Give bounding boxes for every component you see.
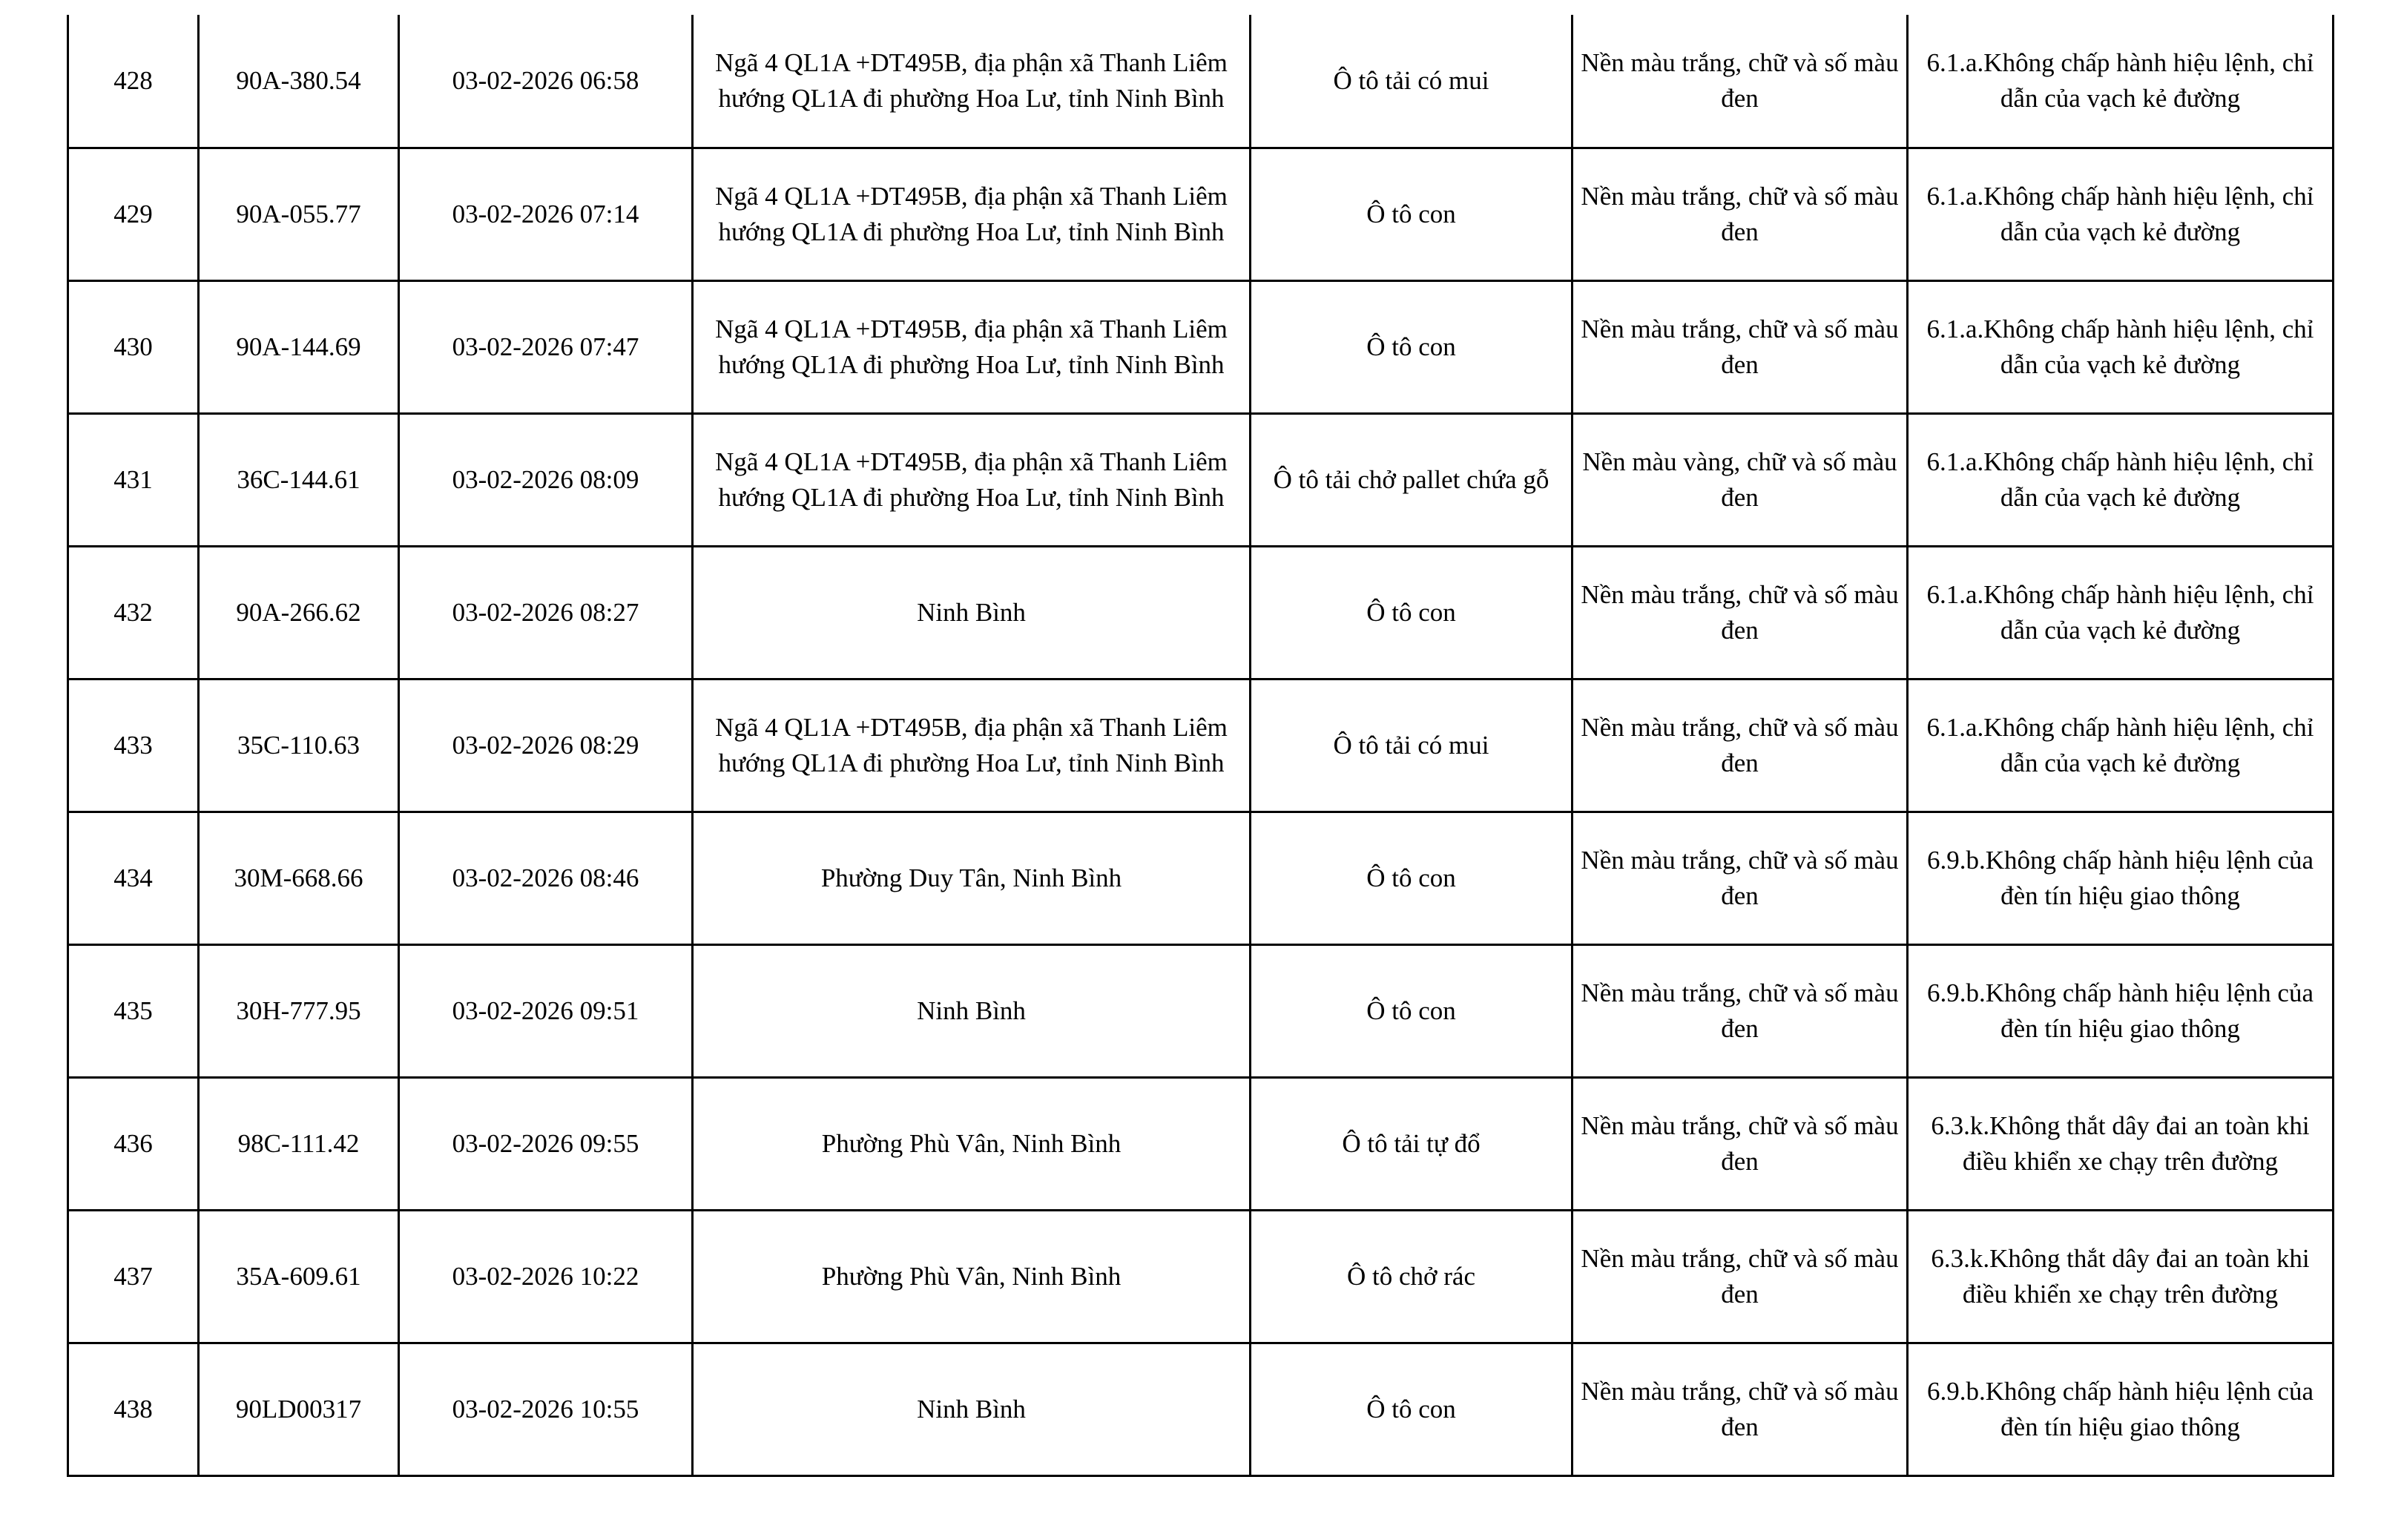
table-row xyxy=(68,546,2334,679)
violation-location: Ninh Bình xyxy=(693,944,1251,1077)
plate-color: Nền màu trắng, chữ và số màu đen xyxy=(1572,679,1908,812)
violation-time: 03-02-2026 06:58 xyxy=(399,15,693,148)
plate-color: Nền màu trắng, chữ và số màu đen xyxy=(1572,148,1908,280)
violation-time: 03-02-2026 08:46 xyxy=(399,812,693,944)
violation-location: Ngã 4 QL1A +DT495B, địa phận xã Thanh Liêm hướng QL1A đi phường Hoa Lư, tỉnh Ninh Bình xyxy=(693,413,1251,546)
row-number: 432 xyxy=(68,546,199,679)
violation-time: 03-02-2026 08:09 xyxy=(399,413,693,546)
table-row xyxy=(68,413,2334,546)
violation-description: 6.9.b.Không chấp hành hiệu lệnh của đèn tín hiệu giao thông xyxy=(1908,944,2334,1077)
plate-color: Nền màu trắng, chữ và số màu đen xyxy=(1572,1210,1908,1343)
vehicle-type: Ô tô con xyxy=(1251,546,1572,679)
violation-description: 6.1.a.Không chấp hành hiệu lệnh, chỉ dẫn của vạch kẻ đường xyxy=(1908,15,2334,148)
violation-description: 6.1.a.Không chấp hành hiệu lệnh, chỉ dẫn của vạch kẻ đường xyxy=(1908,679,2334,812)
violation-location: Phường Phù Vân, Ninh Bình xyxy=(693,1077,1251,1210)
row-number: 428 xyxy=(68,15,199,148)
violation-description: 6.1.a.Không chấp hành hiệu lệnh, chỉ dẫn của vạch kẻ đường xyxy=(1908,413,2334,546)
vehicle-type: Ô tô tải có mui xyxy=(1251,679,1572,812)
violation-time: 03-02-2026 07:47 xyxy=(399,280,693,413)
license-plate: 98C-111.42 xyxy=(199,1077,399,1210)
violation-time: 03-02-2026 07:14 xyxy=(399,148,693,280)
plate-color: Nền màu trắng, chữ và số màu đen xyxy=(1572,280,1908,413)
table-body xyxy=(68,15,2334,1475)
license-plate: 90A-144.69 xyxy=(199,280,399,413)
license-plate: 90LD00317 xyxy=(199,1343,399,1475)
vehicle-type: Ô tô tải chở pallet chứa gỗ xyxy=(1251,413,1572,546)
row-number: 433 xyxy=(68,679,199,812)
violation-time: 03-02-2026 08:27 xyxy=(399,546,693,679)
plate-color: Nền màu trắng, chữ và số màu đen xyxy=(1572,546,1908,679)
plate-color: Nền màu trắng, chữ và số màu đen xyxy=(1572,812,1908,944)
violation-location: Ngã 4 QL1A +DT495B, địa phận xã Thanh Liêm hướng QL1A đi phường Hoa Lư, tỉnh Ninh Bình xyxy=(693,679,1251,812)
table-row xyxy=(68,148,2334,280)
violation-description: 6.3.k.Không thắt dây đai an toàn khi điều khiển xe chạy trên đường xyxy=(1908,1210,2334,1343)
violation-location: Ngã 4 QL1A +DT495B, địa phận xã Thanh Liêm hướng QL1A đi phường Hoa Lư, tỉnh Ninh Bình xyxy=(693,15,1251,148)
table-row xyxy=(68,679,2334,812)
violation-location: Ngã 4 QL1A +DT495B, địa phận xã Thanh Liêm hướng QL1A đi phường Hoa Lư, tỉnh Ninh Bình xyxy=(693,148,1251,280)
table-row xyxy=(68,944,2334,1077)
violation-location: Phường Duy Tân, Ninh Bình xyxy=(693,812,1251,944)
row-number: 431 xyxy=(68,413,199,546)
plate-color: Nền màu trắng, chữ và số màu đen xyxy=(1572,1077,1908,1210)
license-plate: 36C-144.61 xyxy=(199,413,399,546)
license-plate: 35C-110.63 xyxy=(199,679,399,812)
license-plate: 90A-266.62 xyxy=(199,546,399,679)
violation-time: 03-02-2026 10:22 xyxy=(399,1210,693,1343)
violation-description: 6.1.a.Không chấp hành hiệu lệnh, chỉ dẫn của vạch kẻ đường xyxy=(1908,546,2334,679)
row-number: 429 xyxy=(68,148,199,280)
violation-description: 6.1.a.Không chấp hành hiệu lệnh, chỉ dẫn của vạch kẻ đường xyxy=(1908,280,2334,413)
license-plate: 90A-380.54 xyxy=(199,15,399,148)
table-row xyxy=(68,1343,2334,1475)
vehicle-type: Ô tô tải có mui xyxy=(1251,15,1572,148)
vehicle-type: Ô tô con xyxy=(1251,280,1572,413)
table-row xyxy=(68,1210,2334,1343)
vehicle-type: Ô tô con xyxy=(1251,944,1572,1077)
violation-time: 03-02-2026 08:29 xyxy=(399,679,693,812)
violation-location: Ngã 4 QL1A +DT495B, địa phận xã Thanh Liêm hướng QL1A đi phường Hoa Lư, tỉnh Ninh Bình xyxy=(693,280,1251,413)
row-number: 435 xyxy=(68,944,199,1077)
violation-description: 6.9.b.Không chấp hành hiệu lệnh của đèn tín hiệu giao thông xyxy=(1908,1343,2334,1475)
plate-color: Nền màu trắng, chữ và số màu đen xyxy=(1572,944,1908,1077)
row-number: 436 xyxy=(68,1077,199,1210)
violation-description: 6.3.k.Không thắt dây đai an toàn khi điều khiển xe chạy trên đường xyxy=(1908,1077,2334,1210)
violation-time: 03-02-2026 09:55 xyxy=(399,1077,693,1210)
license-plate: 35A-609.61 xyxy=(199,1210,399,1343)
plate-color: Nền màu trắng, chữ và số màu đen xyxy=(1572,1343,1908,1475)
vehicle-type: Ô tô tải tự đổ xyxy=(1251,1077,1572,1210)
row-number: 434 xyxy=(68,812,199,944)
violation-time: 03-02-2026 10:55 xyxy=(399,1343,693,1475)
row-number: 437 xyxy=(68,1210,199,1343)
license-plate: 90A-055.77 xyxy=(199,148,399,280)
table-row xyxy=(68,15,2334,148)
license-plate: 30H-777.95 xyxy=(199,944,399,1077)
plate-color: Nền màu vàng, chữ và số màu đen xyxy=(1572,413,1908,546)
row-number: 438 xyxy=(68,1343,199,1475)
vehicle-type: Ô tô con xyxy=(1251,812,1572,944)
vehicle-type: Ô tô con xyxy=(1251,1343,1572,1475)
violation-time: 03-02-2026 09:51 xyxy=(399,944,693,1077)
plate-color: Nền màu trắng, chữ và số màu đen xyxy=(1572,15,1908,148)
row-number: 430 xyxy=(68,280,199,413)
table-row xyxy=(68,280,2334,413)
violation-description: 6.9.b.Không chấp hành hiệu lệnh của đèn tín hiệu giao thông xyxy=(1908,812,2334,944)
license-plate: 30M-668.66 xyxy=(199,812,399,944)
vehicle-type: Ô tô chở rác xyxy=(1251,1210,1572,1343)
violations-table xyxy=(67,15,2334,1477)
violation-description: 6.1.a.Không chấp hành hiệu lệnh, chỉ dẫn của vạch kẻ đường xyxy=(1908,148,2334,280)
violation-location: Ninh Bình xyxy=(693,546,1251,679)
table-row xyxy=(68,812,2334,944)
vehicle-type: Ô tô con xyxy=(1251,148,1572,280)
violation-location: Phường Phù Vân, Ninh Bình xyxy=(693,1210,1251,1343)
table-row xyxy=(68,1077,2334,1210)
violation-location: Ninh Bình xyxy=(693,1343,1251,1475)
